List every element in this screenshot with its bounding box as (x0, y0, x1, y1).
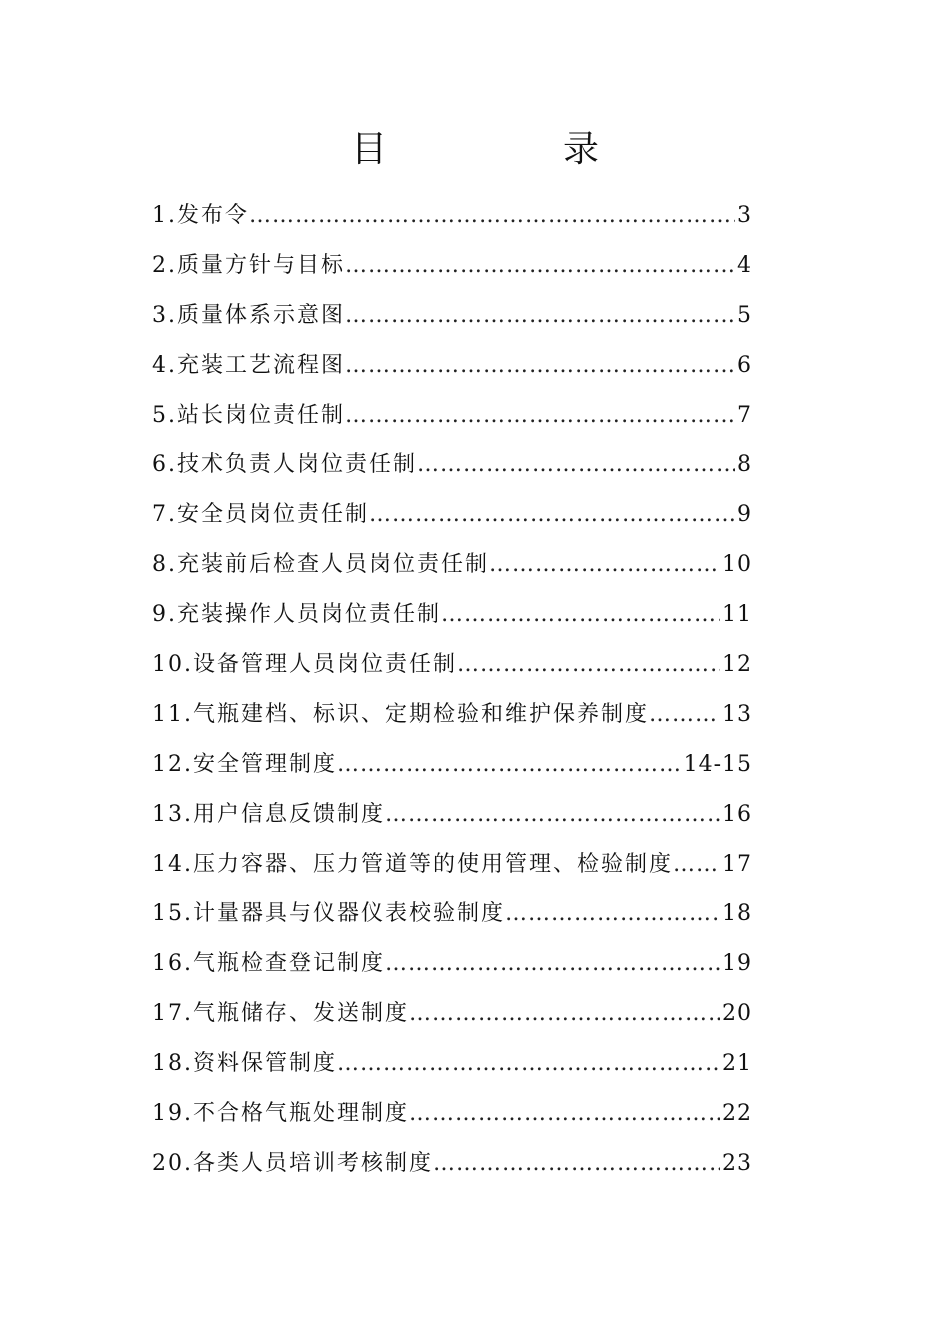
toc-entry (152, 647, 752, 697)
toc-entry-page: 9 (737, 502, 752, 528)
toc-entry-page: 10 (722, 552, 752, 578)
toc-entry-label: 5.站长岗位责任制 (152, 402, 345, 428)
toc-entry (152, 447, 752, 497)
toc-dot-leader (345, 303, 735, 328)
toc-entry-page: 20 (722, 1001, 752, 1027)
toc-dot-leader (409, 1001, 720, 1026)
toc-entry-page: 21 (722, 1051, 752, 1077)
toc-dot-leader (409, 1101, 720, 1126)
toc-entry (152, 896, 752, 946)
page-title: 目 录 (350, 129, 669, 170)
toc-entry (152, 1046, 752, 1096)
toc-entry-page: 16 (722, 801, 752, 827)
toc-entry (152, 298, 752, 348)
toc-dot-leader (345, 253, 735, 278)
toc-dot-leader (385, 802, 720, 827)
toc-entry-label: 3.质量体系示意图 (152, 302, 345, 328)
toc-entry (152, 597, 752, 647)
toc-entry-label: 6.技术负责人岗位责任制 (152, 452, 417, 478)
toc-entry-page: 22 (722, 1101, 752, 1127)
toc-entry-page: 3 (737, 203, 752, 228)
toc-entry-label: 12.安全管理制度 (152, 751, 337, 777)
toc-entry (152, 797, 752, 847)
toc-entry-label: 20.各类人员培训考核制度 (152, 1150, 433, 1176)
toc-entry-label: 2.质量方针与目标 (152, 252, 345, 278)
toc-entry-page: 7 (737, 402, 752, 428)
toc-entry-label: 8.充装前后检查人员岗位责任制 (152, 552, 489, 578)
toc-entry-label: 17.气瓶储存、发送制度 (152, 1001, 409, 1027)
toc-entry-label: 9.充装操作人员岗位责任制 (152, 602, 441, 628)
toc-entry (152, 248, 752, 298)
toc-entry (152, 1146, 752, 1196)
toc-entry-label: 13.用户信息反馈制度 (152, 801, 385, 827)
toc-dot-leader (369, 502, 735, 527)
toc-entry-label: 10.设备管理人员岗位责任制 (152, 652, 457, 678)
toc-entry (152, 1096, 752, 1146)
toc-entry-label: 11.气瓶建档、标识、定期检验和维护保养制度 (152, 701, 649, 727)
toc-dot-leader (433, 1151, 720, 1176)
toc-entry-page: 14-15 (683, 751, 752, 777)
toc-entry (152, 747, 752, 797)
toc-entry-label: 18.资料保管制度 (152, 1051, 337, 1077)
toc-entry-page: 4 (737, 252, 752, 278)
toc-dot-leader (345, 403, 735, 428)
toc-entry-page: 12 (722, 652, 752, 678)
toc-dot-leader (673, 852, 720, 877)
toc-entry (152, 497, 752, 547)
toc-entry-page: 23 (722, 1150, 752, 1176)
toc-dot-leader (417, 452, 735, 477)
toc-entry (152, 946, 752, 996)
toc-entry-page: 8 (737, 452, 752, 478)
toc-dot-leader (441, 602, 720, 627)
toc-dot-leader (337, 752, 682, 777)
toc-entry (152, 847, 752, 897)
toc-entry (152, 996, 752, 1046)
toc-dot-leader (505, 901, 720, 926)
toc-entry-label: 15.计量器具与仪器仪表校验制度 (152, 901, 505, 927)
toc-entry-page: 18 (722, 901, 752, 927)
toc-entry-label: 7.安全员岗位责任制 (152, 502, 369, 528)
toc-entry-page: 6 (737, 352, 752, 378)
toc-entry-label: 19.不合格气瓶处理制度 (152, 1101, 409, 1127)
toc-entry (152, 547, 752, 597)
toc-entry-label: 14.压力容器、压力管道等的使用管理、检验制度 (152, 851, 673, 877)
toc-dot-leader (337, 1051, 720, 1076)
toc-dot-leader (489, 552, 720, 577)
toc-entry-page: 11 (722, 602, 752, 628)
toc-entry-page: 19 (722, 951, 752, 977)
toc-dot-leader (385, 951, 720, 976)
toc-entry (152, 348, 752, 398)
toc-dot-leader (249, 203, 735, 228)
toc-entry-label: 1.发布令 (152, 203, 249, 228)
toc-dot-leader (345, 353, 735, 378)
toc-dot-leader (649, 702, 720, 727)
toc-entry-page: 17 (722, 851, 752, 877)
toc-entry-page: 5 (737, 302, 752, 328)
toc-entry-label: 16.气瓶检查登记制度 (152, 951, 385, 977)
toc-dot-leader (457, 652, 720, 677)
toc-entry (152, 198, 752, 248)
toc-entry-label: 4.充装工艺流程图 (152, 352, 345, 378)
toc-entry-page: 13 (722, 701, 752, 727)
toc-entry (152, 398, 752, 448)
table-of-contents (152, 198, 752, 1196)
toc-entry (152, 697, 752, 747)
